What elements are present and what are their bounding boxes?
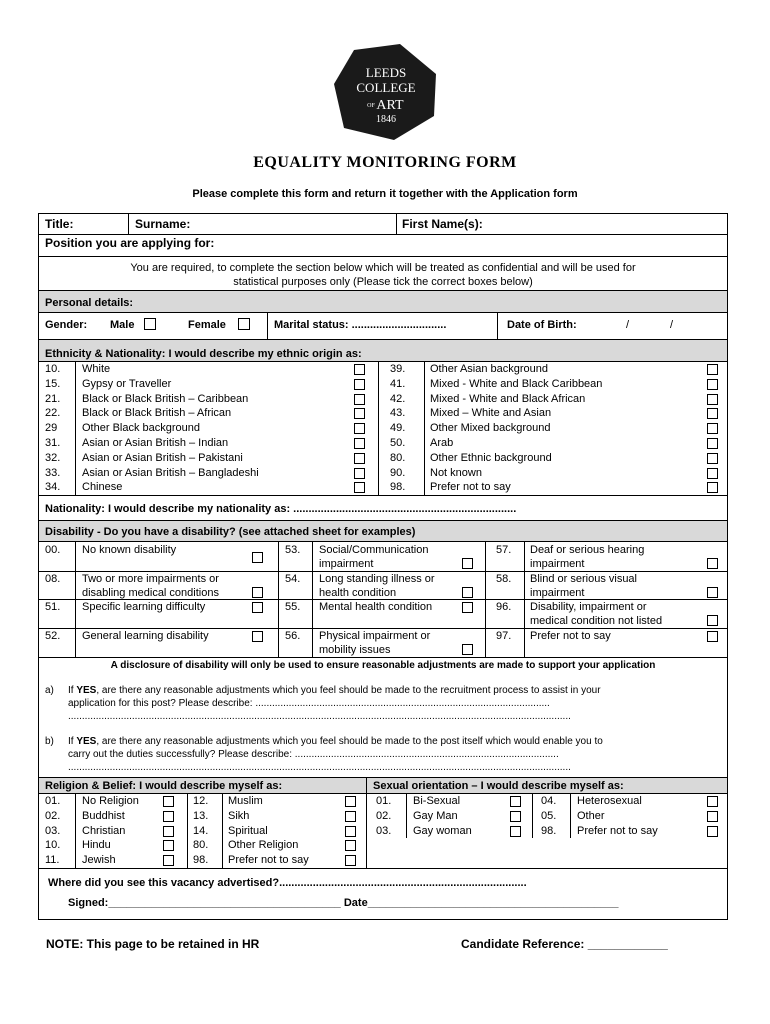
ethnicity-code: 33.	[45, 466, 61, 479]
male-checkbox[interactable]	[144, 318, 156, 330]
religion-option-label: No Religion	[82, 795, 139, 807]
disability-checkbox[interactable]	[462, 558, 473, 569]
vacancy-source-field[interactable]: Where did you see this vacancy advertised?.................................................................................	[48, 877, 527, 889]
question-a-line-3[interactable]: .....................................................................................................................................................................................	[68, 711, 571, 722]
disability-code: 55.	[285, 601, 301, 613]
ethnicity-option-label: Other Ethnic background	[430, 451, 552, 464]
sexual-orientation-label: Heterosexual	[577, 795, 642, 807]
question-a-line-1: If YES, are there any reasonable adjustments which you feel should be made to the recruitment process to assist in your	[68, 685, 601, 696]
sexual-orientation-header: Sexual orientation – I would describe myself as:	[373, 780, 624, 792]
disability-option-label: health condition	[319, 587, 397, 599]
disability-option-label: No known disability	[82, 544, 177, 556]
religion-checkbox[interactable]	[345, 840, 356, 851]
question-b-line-3[interactable]: .....................................................................................................................................................................................	[68, 762, 571, 773]
religion-checkbox[interactable]	[345, 855, 356, 866]
ethnicity-checkbox[interactable]	[707, 438, 718, 449]
disability-option-label: Specific learning difficulty	[82, 601, 206, 613]
ethnicity-code: 49.	[390, 422, 406, 435]
disability-code: 56.	[285, 630, 301, 642]
religion-option-label: Christian	[82, 824, 126, 837]
disability-checkbox[interactable]	[252, 552, 263, 563]
religion-checkbox[interactable]	[345, 811, 356, 822]
ethnicity-code: 21.	[45, 392, 61, 405]
college-logo	[334, 44, 436, 140]
disability-option-label: Physical impairment or	[319, 630, 431, 642]
disability-code: 58.	[496, 573, 512, 585]
question-a-letter: a)	[45, 685, 54, 696]
ethnicity-checkbox[interactable]	[707, 408, 718, 419]
ethnicity-checkbox[interactable]	[354, 364, 365, 375]
dob-separator: /	[670, 319, 674, 331]
disability-code: 57.	[496, 544, 512, 556]
disability-code: 54.	[285, 573, 301, 585]
ethnicity-option-label: Gypsy or Traveller	[82, 377, 172, 390]
dob-label: Date of Birth:	[507, 319, 577, 331]
ethnicity-code: 41.	[390, 377, 406, 390]
disability-checkbox[interactable]	[707, 558, 718, 569]
ethnicity-checkbox[interactable]	[354, 379, 365, 390]
female-checkbox[interactable]	[238, 318, 250, 330]
ethnicity-option-label: Arab	[430, 437, 454, 449]
disability-option-label: Deaf or serious hearing	[530, 544, 645, 556]
ethnicity-checkbox[interactable]	[354, 423, 365, 434]
religion-checkbox[interactable]	[163, 855, 174, 866]
ethnicity-code: 34.	[45, 481, 61, 494]
sexual-orientation-checkbox[interactable]	[510, 796, 521, 807]
ethnicity-checkbox[interactable]	[354, 394, 365, 405]
disability-checkbox[interactable]	[462, 644, 473, 655]
sexual-orientation-code: 01.	[376, 795, 392, 807]
ethnicity-option-label: Mixed – White and Asian	[430, 407, 552, 420]
ethnicity-option-label: White	[82, 363, 111, 375]
disability-checkbox[interactable]	[462, 587, 473, 598]
religion-header: Religion & Belief: I would describe myself as:	[45, 780, 283, 792]
religion-code: 98.	[193, 854, 209, 867]
ethnicity-checkbox[interactable]	[354, 482, 365, 493]
sexual-orientation-code: 04.	[541, 795, 557, 807]
religion-checkbox[interactable]	[163, 811, 174, 822]
male-label: Male	[110, 319, 135, 331]
religion-code: 02.	[45, 809, 61, 822]
ethnicity-option-label: Asian or Asian British – Indian	[82, 437, 229, 449]
ethnicity-checkbox[interactable]	[707, 364, 718, 375]
ethnicity-checkbox[interactable]	[354, 438, 365, 449]
ethnicity-option-label: Other Black background	[82, 422, 201, 435]
religion-option-label: Jewish	[82, 854, 116, 867]
sexual-orientation-code: 05.	[541, 809, 557, 822]
ethnicity-checkbox[interactable]	[354, 408, 365, 419]
religion-code: 12.	[193, 795, 209, 807]
religion-checkbox[interactable]	[163, 826, 174, 837]
sexual-orientation-checkbox[interactable]	[707, 811, 718, 822]
hr-retention-note: NOTE: This page to be retained in HR	[46, 937, 260, 951]
ethnicity-checkbox[interactable]	[707, 468, 718, 479]
ethnicity-checkbox[interactable]	[707, 453, 718, 464]
disability-option-label: Mental health condition	[319, 601, 433, 613]
ethnicity-code: 50.	[390, 437, 406, 449]
religion-code: 13.	[193, 809, 209, 822]
sexual-orientation-label: Gay Man	[413, 809, 458, 822]
religion-option-label: Buddhist	[82, 809, 125, 822]
disability-option-label: Blind or serious visual	[530, 573, 637, 585]
ethnicity-option-label: Not known	[430, 466, 482, 479]
sexual-orientation-code: 03.	[376, 824, 392, 837]
ethnicity-code: 22.	[45, 407, 61, 420]
question-b-letter: b)	[45, 736, 54, 747]
ethnicity-option-label: Other Asian background	[430, 363, 549, 375]
disability-option-label: impairment	[530, 558, 585, 570]
sexual-orientation-label: Gay woman	[413, 824, 472, 837]
disability-option-label: General learning disability	[82, 630, 209, 642]
ethnicity-header: Ethnicity & Nationality: I would describe my ethnic origin as:	[45, 348, 362, 360]
disability-code: 08.	[45, 573, 61, 585]
ethnicity-checkbox[interactable]	[354, 453, 365, 464]
ethnicity-checkbox[interactable]	[707, 394, 718, 405]
ethnicity-option-label: Mixed - White and Black African	[430, 392, 586, 405]
religion-option-label: Spiritual	[228, 824, 268, 837]
disability-option-label: Disability, impairment or	[530, 601, 647, 613]
disclosure-note: A disclosure of disability will only be used to ensure reasonable adjustments are made to support your application	[110, 660, 656, 671]
candidate-reference: Candidate Reference: ____________	[461, 937, 668, 951]
svg-text:ART: ART	[376, 98, 404, 113]
dob-separator: /	[626, 319, 630, 331]
disability-option-label: disabling medical conditions	[82, 587, 219, 599]
ethnicity-option-label: Black or Black British – Caribbean	[82, 392, 249, 405]
disability-code: 52.	[45, 630, 61, 642]
first-name-label: First Name(s):	[402, 217, 483, 231]
religion-code: 14.	[193, 824, 209, 837]
ethnicity-option-label: Other Mixed background	[430, 422, 551, 435]
ethnicity-option-label: Chinese	[82, 481, 123, 494]
ethnicity-code: 90.	[390, 466, 406, 479]
disability-code: 97.	[496, 630, 512, 642]
question-b-line-2[interactable]: carry out the duties successfully? Please describe: ...............................................................................................	[68, 749, 559, 760]
confidential-line-1: You are required, to complete the section below which will be treated as confidential and will be used for	[130, 262, 636, 274]
religion-code: 11.	[45, 854, 60, 867]
sexual-orientation-checkbox[interactable]	[707, 826, 718, 837]
sexual-orientation-code: 02.	[376, 809, 392, 822]
ethnicity-option-label: Black or Black British – African	[82, 407, 232, 420]
ethnicity-code: 32.	[45, 451, 61, 464]
ethnicity-code: 98.	[390, 481, 406, 494]
surname-label: Surname:	[135, 217, 191, 231]
sexual-orientation-checkbox[interactable]	[510, 811, 521, 822]
religion-code: 80.	[193, 839, 209, 852]
question-a-line-2[interactable]: application for this post? Please describe: ..........................................................................................................	[68, 698, 550, 709]
disability-code: 96.	[496, 601, 512, 613]
disability-code: 00.	[45, 544, 61, 556]
disability-checkbox[interactable]	[707, 615, 718, 626]
ethnicity-checkbox[interactable]	[707, 379, 718, 390]
form-title: EQUALITY MONITORING FORM	[253, 154, 517, 171]
disability-option-label: Social/Communication	[319, 544, 429, 556]
ethnicity-option-label: Asian or Asian British – Bangladeshi	[82, 466, 259, 479]
signature-date-line[interactable]: Signed:______________________________________ Date_________________________________________	[68, 897, 619, 909]
disability-option-label: medical condition not listed	[530, 615, 663, 627]
confidential-line-2: statistical purposes only (Please tick the correct boxes below)	[233, 276, 533, 288]
ethnicity-checkbox[interactable]	[707, 423, 718, 434]
ethnicity-option-label: Asian or Asian British – Pakistani	[82, 451, 243, 464]
ethnicity-code: 43.	[390, 407, 406, 420]
female-label: Female	[188, 319, 226, 331]
religion-checkbox[interactable]	[163, 840, 174, 851]
religion-option-label: Prefer not to say	[228, 854, 309, 867]
position-label: Position you are applying for:	[45, 236, 215, 250]
religion-option-label: Other Religion	[228, 839, 299, 852]
ethnicity-code: 39.	[390, 363, 406, 375]
title-label: Title:	[45, 217, 74, 231]
ethnicity-code: 15.	[45, 377, 61, 390]
gender-label: Gender:	[45, 319, 88, 331]
ethnicity-option-label: Mixed - White and Black Caribbean	[430, 377, 603, 390]
sexual-orientation-label: Prefer not to say	[577, 824, 658, 837]
disability-option-label: impairment	[319, 558, 374, 570]
religion-option-label: Muslim	[228, 795, 263, 807]
sexual-orientation-checkbox[interactable]	[510, 826, 521, 837]
religion-code: 03.	[45, 824, 61, 837]
ethnicity-code: 10.	[45, 363, 61, 375]
disability-checkbox[interactable]	[252, 602, 263, 613]
svg-text:1846: 1846	[376, 114, 396, 125]
religion-checkbox[interactable]	[345, 826, 356, 837]
disability-code: 51.	[45, 601, 61, 613]
religion-option-label: Sikh	[228, 809, 250, 822]
disability-option-label: mobility issues	[319, 644, 391, 656]
ethnicity-checkbox[interactable]	[354, 468, 365, 479]
form-instructions: Please complete this form and return it together with the Application form	[192, 188, 578, 200]
ethnicity-code: 31.	[45, 437, 61, 449]
disability-checkbox[interactable]	[252, 631, 263, 642]
personal-details-header: Personal details:	[45, 297, 134, 309]
sexual-orientation-code: 98.	[541, 824, 557, 837]
ethnicity-checkbox[interactable]	[707, 482, 718, 493]
sexual-orientation-checkbox[interactable]	[707, 796, 718, 807]
svg-text:LEEDS: LEEDS	[365, 65, 407, 80]
religion-code: 01.	[45, 795, 61, 807]
ethnicity-option-label: Prefer not to say	[430, 481, 511, 494]
disability-option-label: Prefer not to say	[530, 630, 611, 642]
disability-option-label: Two or more impairments or	[82, 573, 219, 585]
svg-text:COLLEGE: COLLEGE	[356, 80, 416, 95]
sexual-orientation-label: Bi-Sexual	[413, 795, 461, 807]
religion-code: 10.	[45, 839, 61, 852]
ethnicity-code: 42.	[390, 392, 406, 405]
religion-checkbox[interactable]	[163, 796, 174, 807]
disability-checkbox[interactable]	[252, 587, 263, 598]
ethnicity-code: 80.	[390, 451, 406, 464]
nationality-field[interactable]: Nationality: I would describe my nationality as: .........................................................................	[45, 503, 517, 515]
disability-header: Disability - Do you have a disability? (see attached sheet for examples)	[45, 526, 416, 538]
sexual-orientation-label: Other	[577, 809, 605, 822]
religion-checkbox[interactable]	[345, 796, 356, 807]
disability-checkbox[interactable]	[462, 602, 473, 613]
disability-checkbox[interactable]	[707, 631, 718, 642]
svg-text:OF: OF	[367, 103, 375, 109]
disability-checkbox[interactable]	[707, 587, 718, 598]
ethnicity-code: 29	[45, 422, 58, 435]
question-b-line-1: If YES, are there any reasonable adjustments which you feel should be made to the post itself which would enable you to	[68, 736, 603, 747]
religion-option-label: Hindu	[82, 839, 111, 852]
disability-option-label: Long standing illness or	[319, 573, 435, 585]
disability-code: 53.	[285, 544, 301, 556]
marital-status-field[interactable]: Marital status: ...............................	[274, 319, 447, 331]
disability-option-label: impairment	[530, 587, 585, 599]
